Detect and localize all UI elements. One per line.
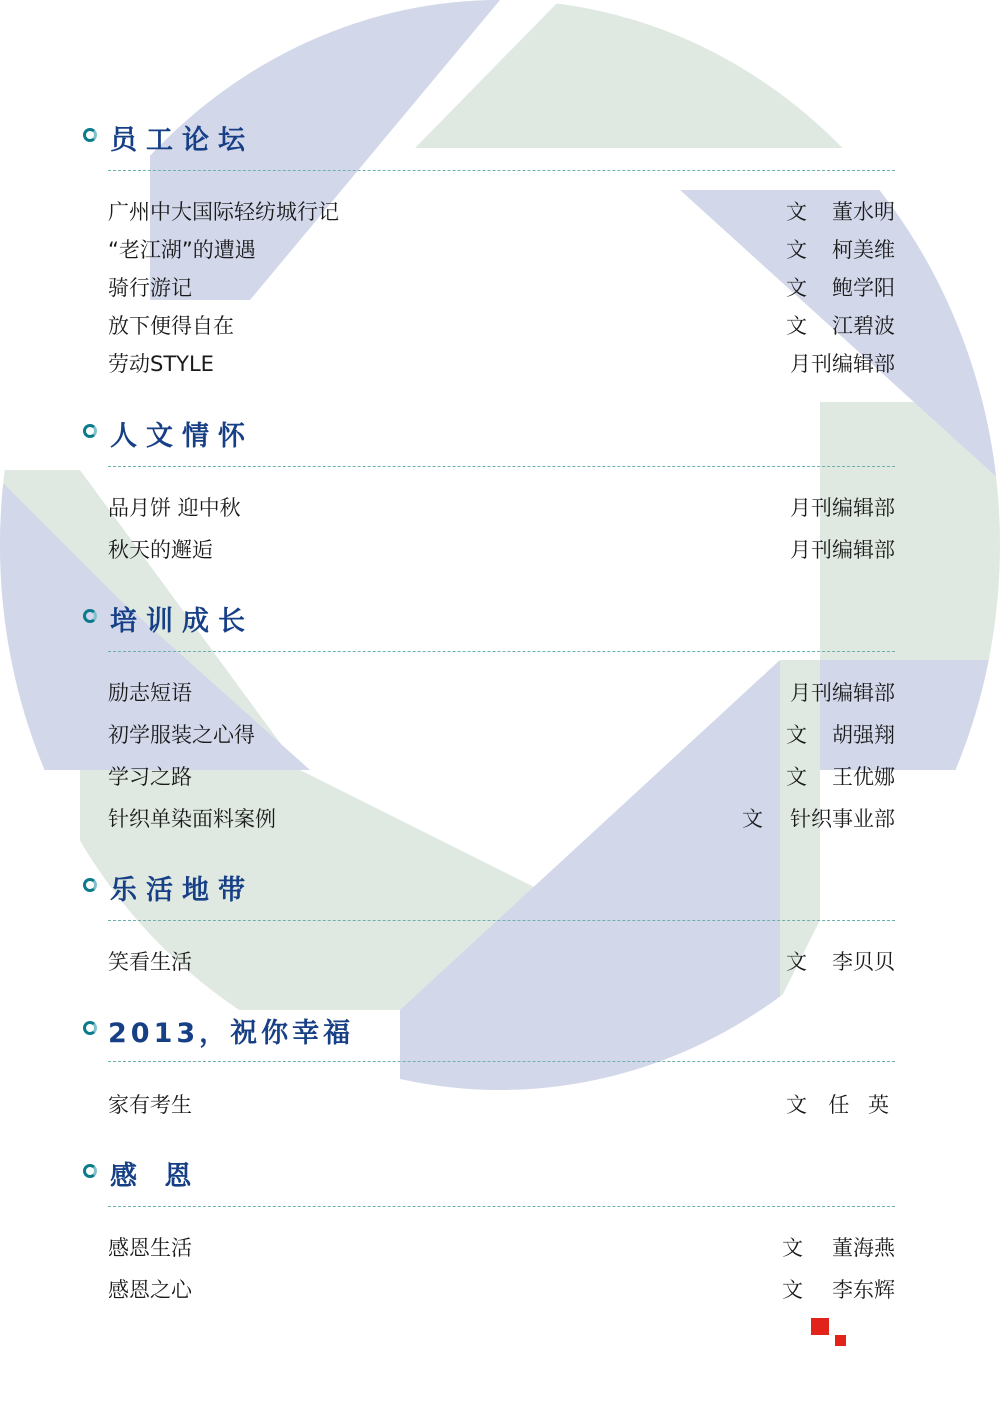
toc-entry[interactable]: [108, 1274, 895, 1304]
entry-author: 针织事业部: [790, 807, 895, 831]
entry-title: 励志短语: [108, 681, 192, 705]
entry-author: 月刊编辑部: [790, 538, 895, 562]
toc-entry[interactable]: [108, 534, 895, 564]
red-square-decoration: [811, 1318, 829, 1335]
toc-entry[interactable]: [108, 719, 895, 749]
entry-title: 针织单染面料案例: [108, 807, 276, 831]
entry-prefix: 文: [786, 238, 807, 262]
entry-author: 任 英: [828, 1093, 895, 1117]
circle-bullet-icon: [83, 424, 97, 438]
entry-prefix: 文: [782, 1278, 803, 1302]
circle-bullet-icon: [83, 878, 97, 892]
entry-title: 家有考生: [108, 1093, 192, 1117]
section-title: 乐活地带: [110, 875, 254, 906]
toc-entry[interactable]: [108, 1089, 895, 1119]
entry-prefix: 文: [786, 200, 807, 224]
entry-author: 李贝贝: [832, 950, 895, 974]
entry-author: 月刊编辑部: [790, 681, 895, 705]
entry-prefix: 文: [786, 276, 807, 300]
section-header: [80, 1015, 895, 1051]
entry-prefix: 文: [786, 765, 807, 789]
entry-prefix: 文: [786, 723, 807, 747]
toc-entry[interactable]: [108, 761, 895, 791]
entry-author: 胡强翔: [832, 723, 895, 747]
dashed-divider: [108, 1061, 895, 1062]
circle-bullet-icon: [83, 1021, 97, 1035]
entry-title: 学习之路: [108, 765, 192, 789]
entry-prefix: 文: [786, 1093, 807, 1117]
toc-entry[interactable]: [108, 272, 895, 302]
section-title: 感 恩: [110, 1161, 201, 1192]
entry-prefix: 文: [786, 950, 807, 974]
entry-author: 月刊编辑部: [790, 496, 895, 520]
section-header: [80, 1158, 895, 1194]
toc-entry[interactable]: [108, 803, 895, 833]
section-title: 员工论坛: [110, 125, 254, 156]
dashed-divider: [108, 170, 895, 171]
toc-entry[interactable]: [108, 348, 895, 378]
section-training: [80, 603, 895, 831]
entry-prefix: 文: [782, 1236, 803, 1260]
entry-title: 笑看生活: [108, 950, 192, 974]
section-humanities: [80, 418, 895, 562]
entry-title: 感恩之心: [108, 1278, 192, 1302]
entry-title: 广州中大国际轻纺城行记: [108, 200, 339, 224]
entry-author: 董水明: [832, 200, 895, 224]
entry-author: 董海燕: [832, 1236, 895, 1260]
red-square-decoration: [835, 1335, 846, 1346]
section-gratitude: [80, 1158, 895, 1302]
entry-author: 江碧波: [832, 314, 895, 338]
toc-entry[interactable]: [108, 234, 895, 264]
entry-title: “老江湖”的遭遇: [108, 238, 256, 262]
section-staff-forum: [80, 122, 895, 376]
dashed-divider: [108, 466, 895, 467]
circle-bullet-icon: [83, 609, 97, 623]
section-header: [80, 872, 895, 908]
toc-entry[interactable]: [108, 310, 895, 340]
entry-author: 柯美维: [832, 238, 895, 262]
entry-prefix: 文: [786, 314, 807, 338]
entry-author: 鲍学阳: [832, 276, 895, 300]
section-title: 人文情怀: [110, 421, 254, 452]
section-title: 2013，祝你幸福: [108, 1018, 355, 1049]
toc-entry[interactable]: [108, 1232, 895, 1262]
entry-author: 王优娜: [832, 765, 895, 789]
entry-title: 初学服装之心得: [108, 723, 255, 747]
toc-entry[interactable]: [108, 196, 895, 226]
toc-entry[interactable]: [108, 492, 895, 522]
dashed-divider: [108, 920, 895, 921]
dashed-divider: [108, 651, 895, 652]
section-header: [80, 418, 895, 454]
entry-title: 品月饼 迎中秋: [108, 496, 241, 520]
section-title: 培训成长: [110, 606, 254, 637]
circle-bullet-icon: [83, 1164, 97, 1178]
entry-prefix: 文: [742, 807, 763, 831]
toc-entry[interactable]: [108, 677, 895, 707]
entry-title: 秋天的邂逅: [108, 538, 213, 562]
entry-title: 感恩生活: [108, 1236, 192, 1260]
section-header: [80, 603, 895, 639]
entry-author: 李东辉: [832, 1278, 895, 1302]
entry-title: 放下便得自在: [108, 314, 234, 338]
entry-title: 骑行游记: [108, 276, 192, 300]
dashed-divider: [108, 1206, 895, 1207]
circle-bullet-icon: [83, 128, 97, 142]
section-header: [80, 122, 895, 158]
entry-author: 月刊编辑部: [790, 352, 895, 376]
toc-entry[interactable]: [108, 946, 895, 976]
section-2013-wishes: [80, 1015, 895, 1117]
entry-title: 劳动STYLE: [108, 352, 214, 376]
section-leisure: [80, 872, 895, 974]
